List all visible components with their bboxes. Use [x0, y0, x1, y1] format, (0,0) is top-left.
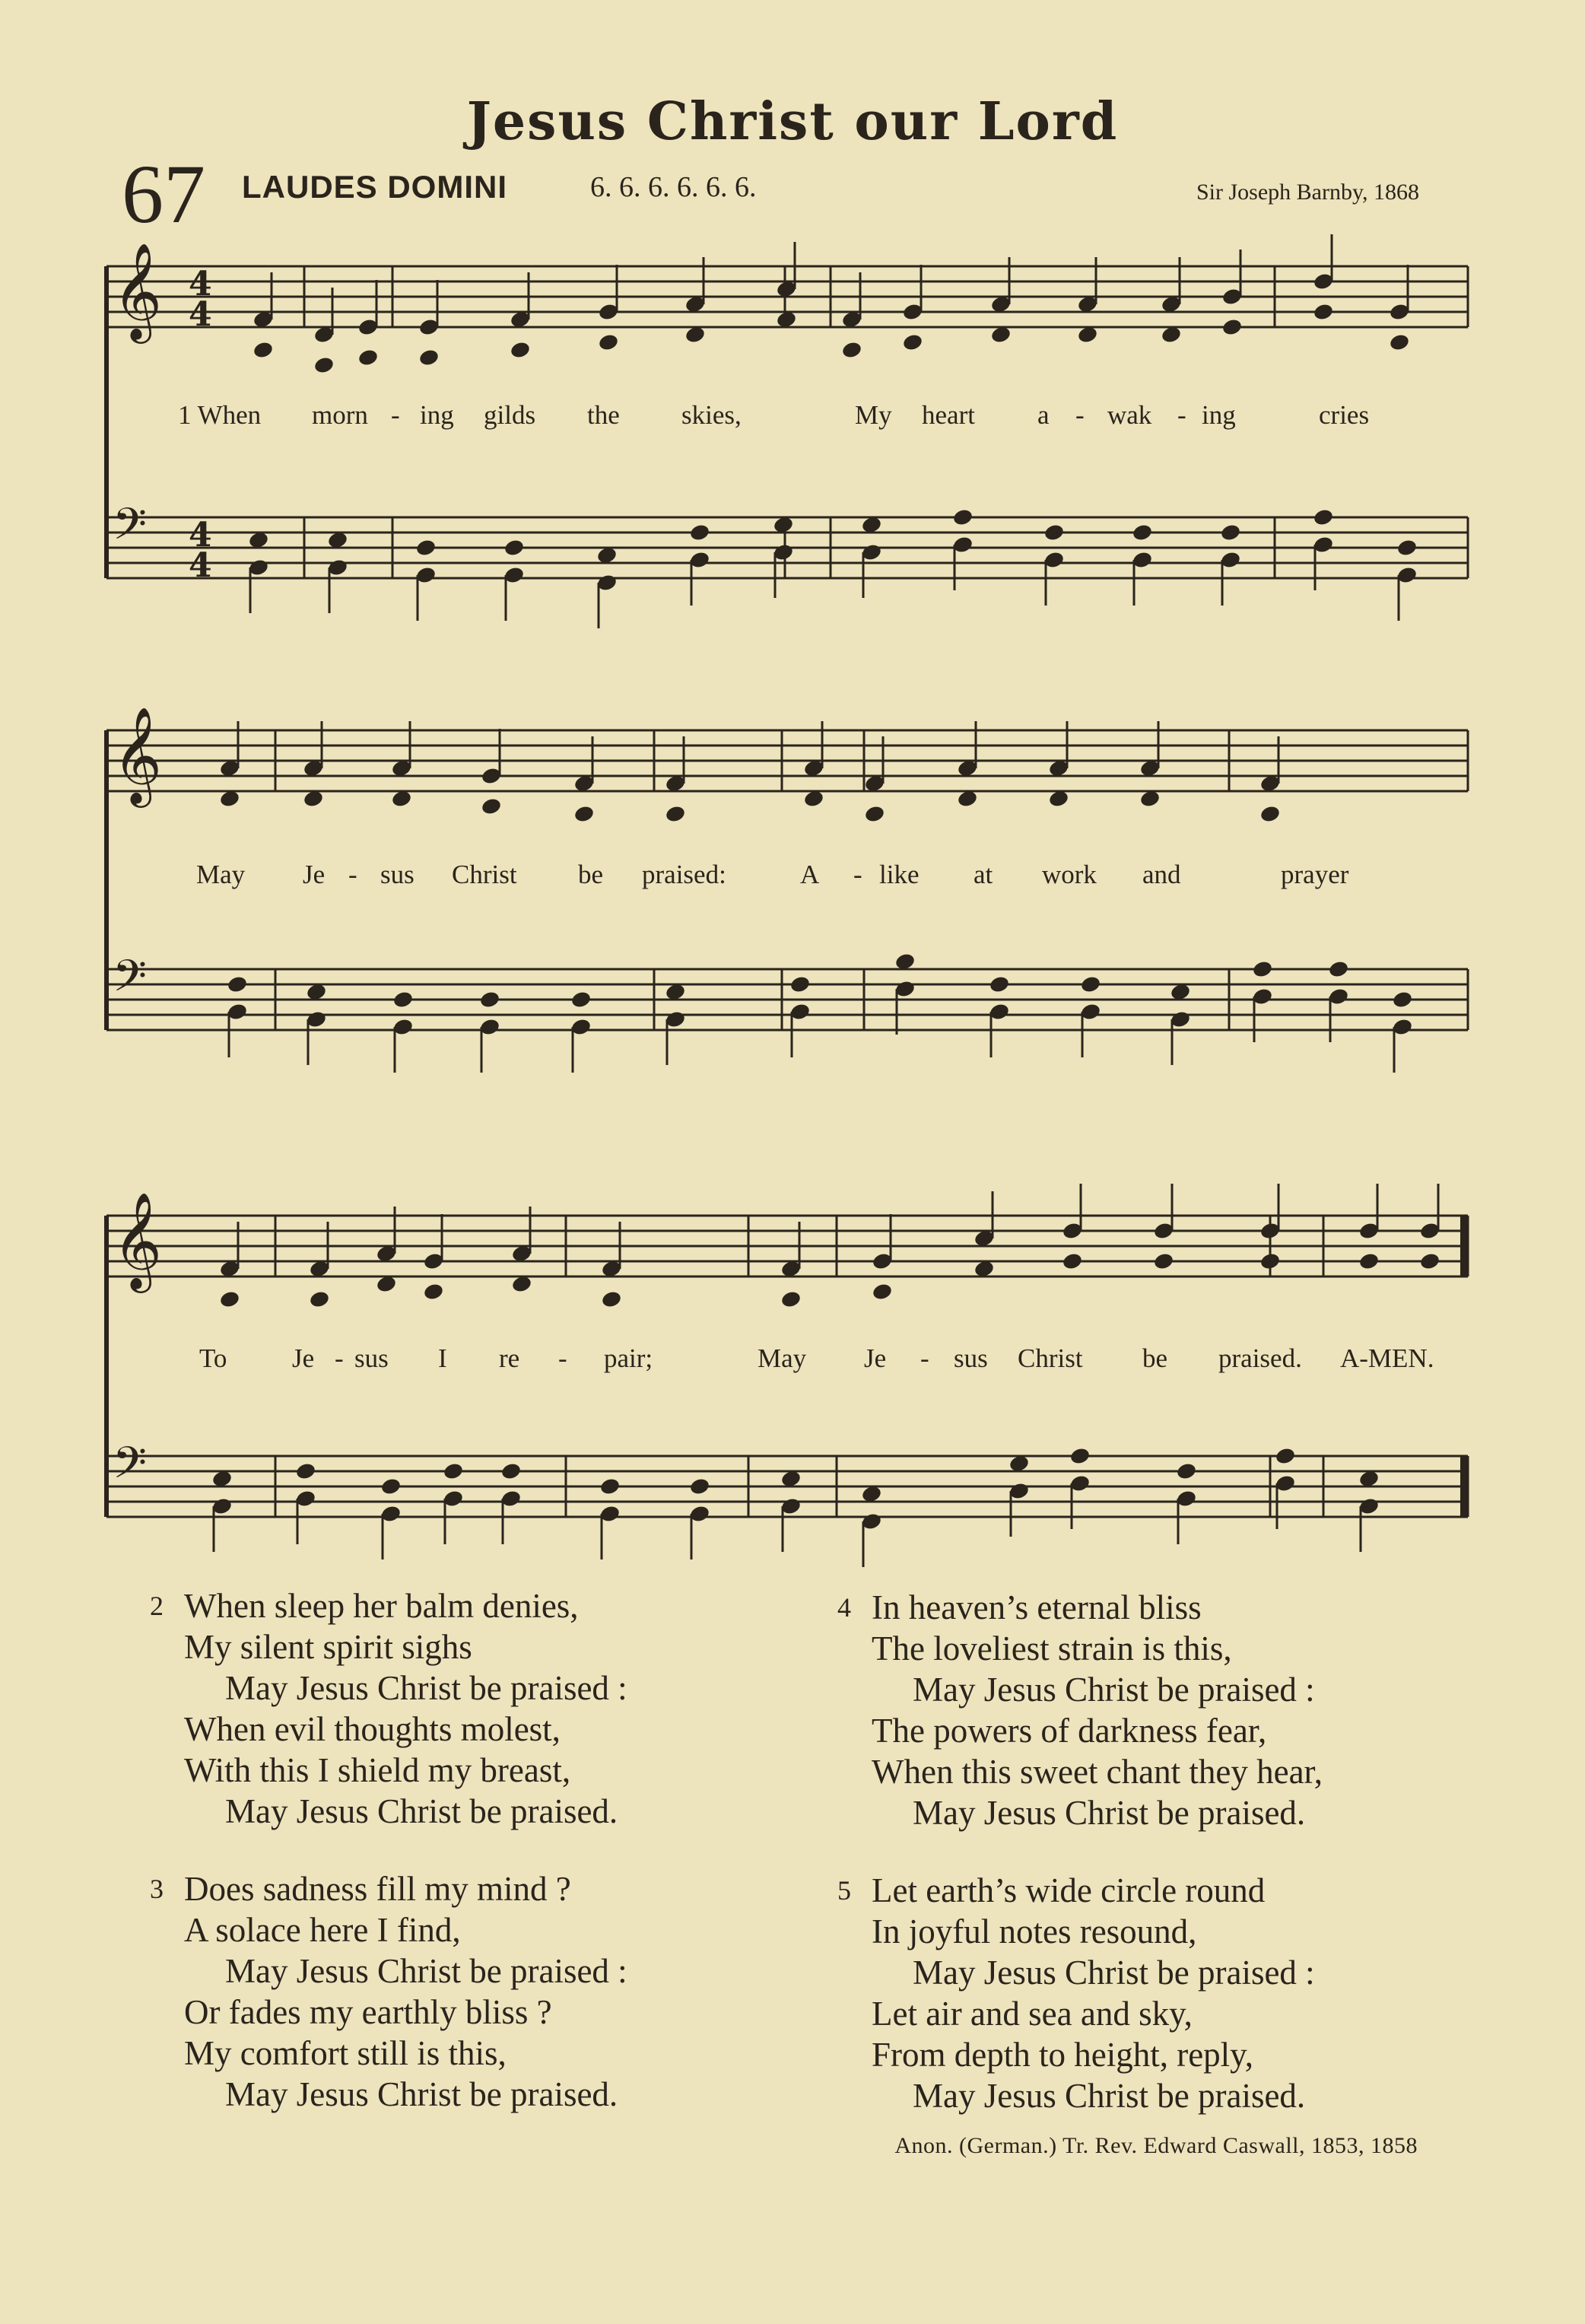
lyric-syllable: the [587, 400, 620, 430]
lyric-syllable: a [1037, 400, 1050, 430]
note-head [415, 538, 437, 557]
lyric-syllable: cries [1319, 400, 1370, 430]
time-signature: 4 [189, 516, 212, 555]
lyric-syllable: - [1177, 400, 1186, 430]
lyric-syllable: - [1075, 400, 1085, 430]
verse-line: Does sadness fill my mind ? [184, 1870, 571, 1908]
verse-line: May Jesus Christ be praised. [913, 2077, 1306, 2115]
note-head [989, 974, 1011, 994]
lyric-syllable: like [879, 860, 920, 889]
note-head [1069, 1446, 1091, 1465]
note-head [423, 1282, 445, 1301]
note-head [295, 1461, 317, 1480]
note-head [1176, 1461, 1198, 1480]
verse-line: My comfort still is this, [184, 2034, 507, 2072]
final-bar-line [1460, 1216, 1468, 1276]
lyric-syllable: be [578, 860, 604, 889]
note-head [665, 804, 687, 823]
note-head [689, 1477, 711, 1496]
lyric-syllable: To [199, 1343, 227, 1373]
lyric-syllable: May [196, 860, 246, 889]
note-head [503, 538, 526, 557]
note-head [392, 990, 415, 1009]
verse-line: May Jesus Christ be praised. [913, 1794, 1306, 1832]
lyric-syllable: skies, [681, 400, 742, 430]
lyric-syllable: heart [922, 400, 975, 430]
lyric-syllable: morn [312, 400, 368, 430]
note-head [1392, 990, 1414, 1009]
verse-line: In joyful notes resound, [872, 1912, 1197, 1950]
verse-5 [837, 1870, 1315, 2116]
verse-2 [150, 1585, 627, 1832]
verse-line: With this I shield my breast, [184, 1751, 571, 1789]
lyric-syllable: Je [292, 1343, 315, 1373]
note-head [309, 1289, 331, 1308]
lyric-syllable: - [558, 1343, 567, 1373]
verse-4 [837, 1587, 1323, 1833]
note-head [841, 340, 863, 359]
lyric-syllable: pair; [604, 1343, 653, 1373]
lyric-syllable: - [391, 400, 400, 430]
lyric-syllable: My [855, 400, 892, 430]
lyric-syllable: gilds [484, 400, 536, 430]
verse-line: Or fades my earthly bliss ? [184, 1993, 552, 2031]
note-head [1275, 1446, 1297, 1465]
lyric-syllable: wak [1107, 400, 1152, 430]
note-head [1043, 523, 1066, 542]
note-head [1221, 317, 1244, 336]
hymn-number: 67 [122, 148, 205, 240]
lyric-syllable: A [800, 860, 820, 889]
note-head [872, 1282, 894, 1301]
note-head [601, 1289, 623, 1308]
lyric-syllable: prayer [1281, 860, 1349, 889]
lyric-syllable: I [438, 1343, 447, 1373]
lyric-syllable: sus [354, 1343, 389, 1373]
note-head [1153, 1251, 1175, 1270]
lyric-syllable: - [853, 860, 862, 889]
treble-clef-icon: 𝄞 [113, 242, 163, 339]
note-head [500, 1461, 523, 1480]
verse-number: 3 [150, 1874, 164, 1904]
lyrics-system-1 [0, 400, 1585, 438]
note-head [418, 348, 440, 367]
composer: Sir Joseph Barnby, 1868 [1196, 180, 1419, 205]
credit-line: Anon. (German.) Tr. Rev. Edward Caswall, 1853, 1858 [894, 2133, 1418, 2158]
verse-line: May Jesus Christ be praised : [913, 1954, 1315, 1992]
lyric-syllable: 1 When [178, 400, 262, 430]
note-head [1062, 1251, 1084, 1270]
section-title: Jesus Christ our Lord [466, 91, 1119, 152]
note-head [1313, 302, 1335, 321]
lyric-syllable: Christ [1018, 1343, 1083, 1373]
note-head [689, 523, 711, 542]
note-head [1389, 332, 1411, 351]
lyric-syllable: - [348, 860, 357, 889]
note-head [1132, 523, 1154, 542]
note-head [1328, 959, 1350, 978]
bass-clef-icon: 𝄢 [113, 498, 148, 561]
verse-line: May Jesus Christ be praised : [225, 1669, 627, 1707]
note-head [479, 990, 501, 1009]
note-head [780, 1289, 802, 1308]
note-head [1358, 1251, 1380, 1270]
lyric-syllable: Je [864, 1343, 887, 1373]
lyric-syllable: ing [420, 400, 454, 430]
note-head [313, 355, 335, 374]
verse-line: May Jesus Christ be praised : [225, 1952, 627, 1990]
lyric-syllable: Je [303, 860, 326, 889]
time-signature: 4 [189, 265, 212, 304]
note-head [573, 804, 596, 823]
verse-line: A solace here I find, [184, 1911, 461, 1949]
tune-name: LAUDES DOMINI [242, 169, 507, 205]
note-head [1220, 523, 1242, 542]
verse-line: From depth to height, reply, [872, 2036, 1254, 2074]
verse-line: The loveliest strain is this, [872, 1629, 1232, 1667]
verse-number: 4 [837, 1592, 851, 1623]
lyric-syllable: sus [380, 860, 415, 889]
lyric-syllable: ing [1202, 400, 1236, 430]
note-head [219, 1289, 241, 1308]
bass-clef-icon: 𝄢 [113, 950, 148, 1013]
meter: 6. 6. 6. 6. 6. 6. [590, 171, 757, 203]
note-head [481, 796, 503, 815]
treble-clef-icon: 𝄞 [113, 706, 163, 803]
note-head [253, 340, 275, 359]
note-head [598, 332, 620, 351]
time-signature: 4 [189, 295, 212, 334]
note-head [1313, 507, 1335, 526]
note-head [1396, 538, 1418, 557]
verse-line: When this sweet chant they hear, [872, 1753, 1323, 1791]
lyrics-system-3 [0, 1343, 1585, 1381]
verse-line: May Jesus Christ be praised : [913, 1671, 1315, 1709]
note-head [599, 1477, 621, 1496]
bass-clef-icon: 𝄢 [113, 1437, 148, 1499]
verse-line: In heaven’s eternal bliss [872, 1588, 1202, 1626]
note-head [789, 974, 812, 994]
note-head [1252, 959, 1274, 978]
verse-number: 5 [837, 1875, 851, 1906]
note-head [510, 340, 532, 359]
verse-line: May Jesus Christ be praised. [225, 2075, 618, 2113]
note-head [227, 974, 249, 994]
note-head [357, 348, 380, 367]
note-head [902, 332, 924, 351]
lyric-syllable: work [1042, 860, 1097, 889]
lyric-syllable: praised: [642, 860, 726, 889]
lyric-syllable: Christ [452, 860, 517, 889]
verse-line: Let air and sea and sky, [872, 1995, 1193, 2033]
lyric-syllable: A-MEN. [1340, 1343, 1434, 1373]
verse-line: When evil thoughts molest, [184, 1710, 561, 1748]
note-head [952, 507, 974, 526]
note-head [570, 990, 592, 1009]
note-head [1080, 974, 1102, 994]
lyric-syllable: be [1142, 1343, 1168, 1373]
verse-line: Let earth’s wide circle round [872, 1871, 1266, 1909]
time-signature: 4 [189, 546, 212, 585]
note-head [1259, 1251, 1282, 1270]
verse-3 [150, 1868, 627, 2115]
final-bar-line [1460, 1456, 1468, 1517]
lyrics-system-2 [0, 860, 1585, 898]
note-head [1259, 804, 1282, 823]
lyric-syllable: re [499, 1343, 520, 1373]
verse-line: May Jesus Christ be praised. [225, 1792, 618, 1830]
note-head [864, 804, 886, 823]
verse-number: 2 [150, 1591, 164, 1621]
note-head [380, 1477, 402, 1496]
lyric-syllable: at [974, 860, 993, 889]
verse-line: My silent spirit sighs [184, 1628, 472, 1666]
note-head [443, 1461, 465, 1480]
lyric-syllable: praised. [1218, 1343, 1302, 1373]
note-head [1419, 1251, 1441, 1270]
treble-clef-icon: 𝄞 [113, 1191, 163, 1289]
lyric-syllable: sus [954, 1343, 988, 1373]
verse-line: The powers of darkness fear, [872, 1712, 1267, 1750]
lyric-syllable: May [758, 1343, 807, 1373]
verse-line: When sleep her balm denies, [184, 1587, 579, 1625]
lyric-syllable: and [1142, 860, 1181, 889]
lyric-syllable: - [920, 1343, 929, 1373]
lyric-syllable: - [335, 1343, 344, 1373]
